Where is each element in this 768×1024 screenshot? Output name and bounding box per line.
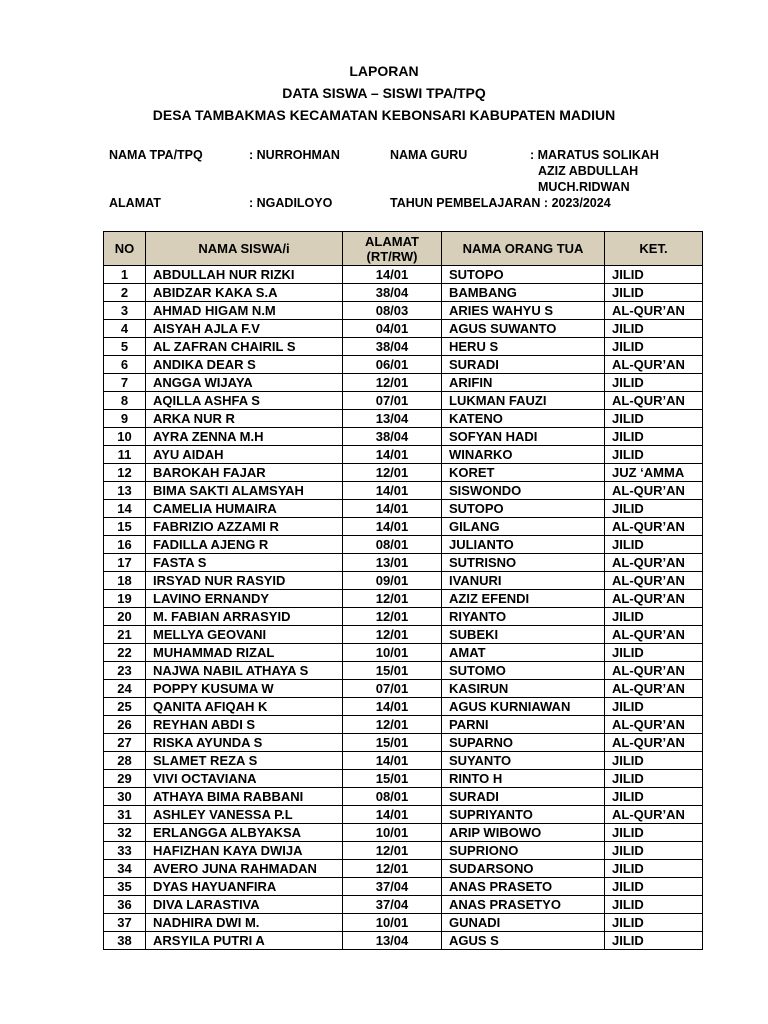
- cell-alamat: 15/01: [343, 770, 442, 788]
- cell-no: 21: [104, 626, 146, 644]
- cell-no: 8: [104, 392, 146, 410]
- cell-nama-orang-tua: ANAS PRASETYO: [442, 896, 605, 914]
- cell-nama-siswa: QANITA AFIQAH K: [146, 698, 343, 716]
- cell-no: 5: [104, 338, 146, 356]
- cell-nama-siswa: M. FABIAN ARRASYID: [146, 608, 343, 626]
- cell-nama-siswa: ERLANGGA ALBYAKSA: [146, 824, 343, 842]
- cell-ket: AL-QUR’AN: [605, 662, 703, 680]
- cell-nama-orang-tua: PARNI: [442, 716, 605, 734]
- table-row: [104, 878, 703, 896]
- cell-nama-orang-tua: SUPARNO: [442, 734, 605, 752]
- cell-alamat: 12/01: [343, 842, 442, 860]
- cell-no: 15: [104, 518, 146, 536]
- cell-no: 32: [104, 824, 146, 842]
- table-row: [104, 842, 703, 860]
- table-row: [104, 770, 703, 788]
- cell-nama-orang-tua: SUTOPO: [442, 500, 605, 518]
- cell-nama-siswa: ASHLEY VANESSA P.L: [146, 806, 343, 824]
- cell-no: 36: [104, 896, 146, 914]
- cell-no: 25: [104, 698, 146, 716]
- cell-no: 7: [104, 374, 146, 392]
- cell-alamat: 14/01: [343, 500, 442, 518]
- cell-nama-siswa: FABRIZIO AZZAMI R: [146, 518, 343, 536]
- cell-ket: JILID: [605, 266, 703, 284]
- cell-ket: JILID: [605, 410, 703, 428]
- cell-alamat: 14/01: [343, 806, 442, 824]
- cell-no: 23: [104, 662, 146, 680]
- cell-alamat: 12/01: [343, 590, 442, 608]
- cell-nama-siswa: NAJWA NABIL ATHAYA S: [146, 662, 343, 680]
- cell-ket: AL-QUR’AN: [605, 590, 703, 608]
- cell-no: 22: [104, 644, 146, 662]
- cell-no: 4: [104, 320, 146, 338]
- table-row: [104, 590, 703, 608]
- cell-alamat: 12/01: [343, 608, 442, 626]
- cell-ket: JILID: [605, 338, 703, 356]
- cell-ket: JILID: [605, 608, 703, 626]
- cell-nama-siswa: NADHIRA DWI M.: [146, 914, 343, 932]
- cell-nama-siswa: MELLYA GEOVANI: [146, 626, 343, 644]
- cell-alamat: 10/01: [343, 644, 442, 662]
- student-table: [103, 231, 703, 950]
- table-row: [104, 716, 703, 734]
- cell-no: 11: [104, 446, 146, 464]
- cell-nama-orang-tua: JULIANTO: [442, 536, 605, 554]
- cell-nama-siswa: SLAMET REZA S: [146, 752, 343, 770]
- cell-alamat: 37/04: [343, 896, 442, 914]
- cell-alamat: 08/01: [343, 788, 442, 806]
- cell-alamat: 14/01: [343, 266, 442, 284]
- cell-nama-siswa: DYAS HAYUANFIRA: [146, 878, 343, 896]
- cell-alamat: 38/04: [343, 428, 442, 446]
- table-row: [104, 374, 703, 392]
- table-row: [104, 698, 703, 716]
- cell-ket: JILID: [605, 428, 703, 446]
- table-row: [104, 680, 703, 698]
- cell-alamat: 09/01: [343, 572, 442, 590]
- cell-nama-siswa: MUHAMMAD RIZAL: [146, 644, 343, 662]
- table-row: [104, 644, 703, 662]
- cell-ket: JILID: [605, 374, 703, 392]
- cell-nama-orang-tua: SURADI: [442, 788, 605, 806]
- cell-ket: JILID: [605, 914, 703, 932]
- cell-alamat: 37/04: [343, 878, 442, 896]
- cell-nama-siswa: BIMA SAKTI ALAMSYAH: [146, 482, 343, 500]
- cell-nama-siswa: FADILLA AJENG R: [146, 536, 343, 554]
- table-row: [104, 320, 703, 338]
- report-subtitle: DATA SISWA – SISWI TPA/TPQ: [282, 85, 486, 101]
- tahun-label: TAHUN PEMBELAJARAN : 2023/2024: [390, 196, 611, 210]
- cell-nama-orang-tua: SUTOMO: [442, 662, 605, 680]
- cell-alamat: 12/01: [343, 374, 442, 392]
- cell-no: 6: [104, 356, 146, 374]
- cell-nama-orang-tua: AGUS S: [442, 932, 605, 950]
- cell-nama-siswa: ABIDZAR KAKA S.A: [146, 284, 343, 302]
- cell-ket: AL-QUR’AN: [605, 734, 703, 752]
- guru-value-3: MUCH.RIDWAN: [538, 180, 630, 194]
- report-title: LAPORAN: [349, 63, 419, 79]
- cell-nama-orang-tua: SUTOPO: [442, 266, 605, 284]
- cell-nama-siswa: POPPY KUSUMA W: [146, 680, 343, 698]
- cell-nama-orang-tua: BAMBANG: [442, 284, 605, 302]
- table-row: [104, 356, 703, 374]
- cell-alamat: 15/01: [343, 662, 442, 680]
- cell-nama-orang-tua: ANAS PRASETO: [442, 878, 605, 896]
- table-row: [104, 464, 703, 482]
- cell-ket: JILID: [605, 644, 703, 662]
- cell-nama-orang-tua: KASIRUN: [442, 680, 605, 698]
- cell-no: 18: [104, 572, 146, 590]
- cell-nama-siswa: VIVI OCTAVIANA: [146, 770, 343, 788]
- cell-no: 1: [104, 266, 146, 284]
- cell-nama-orang-tua: KORET: [442, 464, 605, 482]
- cell-no: 3: [104, 302, 146, 320]
- cell-nama-siswa: ARKA NUR R: [146, 410, 343, 428]
- cell-ket: JILID: [605, 896, 703, 914]
- cell-no: 13: [104, 482, 146, 500]
- cell-ket: JILID: [605, 536, 703, 554]
- cell-ket: AL-QUR’AN: [605, 518, 703, 536]
- cell-alamat: 08/01: [343, 536, 442, 554]
- guru-value-1: : MARATUS SOLIKAH: [530, 148, 659, 162]
- cell-nama-siswa: REYHAN ABDI S: [146, 716, 343, 734]
- cell-no: 19: [104, 590, 146, 608]
- cell-ket: AL-QUR’AN: [605, 680, 703, 698]
- table-row: [104, 446, 703, 464]
- cell-alamat: 14/01: [343, 518, 442, 536]
- cell-alamat: 13/04: [343, 410, 442, 428]
- cell-no: 38: [104, 932, 146, 950]
- cell-alamat: 07/01: [343, 680, 442, 698]
- table-row: [104, 338, 703, 356]
- cell-nama-orang-tua: HERU S: [442, 338, 605, 356]
- cell-nama-orang-tua: SUYANTO: [442, 752, 605, 770]
- cell-nama-siswa: FASTA S: [146, 554, 343, 572]
- cell-no: 28: [104, 752, 146, 770]
- table-row: [104, 860, 703, 878]
- cell-nama-siswa: ABDULLAH NUR RIZKI: [146, 266, 343, 284]
- table-row: [104, 806, 703, 824]
- cell-nama-orang-tua: AMAT: [442, 644, 605, 662]
- cell-alamat: 08/03: [343, 302, 442, 320]
- cell-no: 33: [104, 842, 146, 860]
- table-row: [104, 626, 703, 644]
- cell-nama-siswa: AQILLA ASHFA S: [146, 392, 343, 410]
- cell-ket: JILID: [605, 824, 703, 842]
- cell-no: 14: [104, 500, 146, 518]
- cell-alamat: 12/01: [343, 626, 442, 644]
- cell-nama-orang-tua: SURADI: [442, 356, 605, 374]
- cell-nama-orang-tua: LUKMAN FAUZI: [442, 392, 605, 410]
- table-row: [104, 914, 703, 932]
- cell-ket: JUZ ‘AMMA: [605, 464, 703, 482]
- column-header-nama-orang-tua: NAMA ORANG TUA: [442, 232, 605, 266]
- tpa-value: : NURROHMAN: [249, 148, 340, 162]
- cell-alamat: 12/01: [343, 464, 442, 482]
- cell-nama-siswa: ANDIKA DEAR S: [146, 356, 343, 374]
- cell-nama-orang-tua: RIYANTO: [442, 608, 605, 626]
- cell-no: 10: [104, 428, 146, 446]
- cell-nama-orang-tua: ARIES WAHYU S: [442, 302, 605, 320]
- cell-ket: JILID: [605, 842, 703, 860]
- cell-nama-orang-tua: SUDARSONO: [442, 860, 605, 878]
- cell-alamat: 07/01: [343, 392, 442, 410]
- cell-ket: AL-QUR’AN: [605, 572, 703, 590]
- cell-nama-orang-tua: SUBEKI: [442, 626, 605, 644]
- cell-nama-orang-tua: ARIFIN: [442, 374, 605, 392]
- table-row: [104, 266, 703, 284]
- cell-no: 17: [104, 554, 146, 572]
- cell-no: 37: [104, 914, 146, 932]
- cell-ket: JILID: [605, 932, 703, 950]
- table-row: [104, 428, 703, 446]
- cell-nama-orang-tua: AZIZ EFENDI: [442, 590, 605, 608]
- cell-nama-siswa: IRSYAD NUR RASYID: [146, 572, 343, 590]
- table-row: [104, 824, 703, 842]
- tpa-label: NAMA TPA/TPQ: [109, 148, 203, 162]
- cell-ket: JILID: [605, 860, 703, 878]
- table-row: [104, 662, 703, 680]
- cell-nama-siswa: ATHAYA BIMA RABBANI: [146, 788, 343, 806]
- cell-ket: JILID: [605, 878, 703, 896]
- cell-nama-siswa: DIVA LARASTIVA: [146, 896, 343, 914]
- cell-no: 35: [104, 878, 146, 896]
- cell-nama-siswa: ANGGA WIJAYA: [146, 374, 343, 392]
- table-row: [104, 896, 703, 914]
- cell-alamat: 38/04: [343, 338, 442, 356]
- cell-nama-orang-tua: RINTO H: [442, 770, 605, 788]
- guru-label: NAMA GURU: [390, 148, 468, 162]
- cell-alamat: 14/01: [343, 698, 442, 716]
- table-header-row: [104, 232, 703, 266]
- cell-no: 20: [104, 608, 146, 626]
- cell-nama-orang-tua: GUNADI: [442, 914, 605, 932]
- cell-alamat: 15/01: [343, 734, 442, 752]
- cell-ket: JILID: [605, 284, 703, 302]
- cell-nama-orang-tua: GILANG: [442, 518, 605, 536]
- cell-ket: JILID: [605, 698, 703, 716]
- table-row: [104, 572, 703, 590]
- cell-no: 9: [104, 410, 146, 428]
- column-header-nama-siswa: NAMA SISWA/i: [146, 232, 343, 266]
- table-row: [104, 518, 703, 536]
- cell-ket: JILID: [605, 788, 703, 806]
- table-row: [104, 788, 703, 806]
- column-header-alamat: ALAMAT (RT/RW): [343, 232, 442, 266]
- table-row: [104, 284, 703, 302]
- cell-alamat: 13/04: [343, 932, 442, 950]
- cell-ket: AL-QUR’AN: [605, 302, 703, 320]
- cell-nama-siswa: AL ZAFRAN CHAIRIL S: [146, 338, 343, 356]
- cell-ket: AL-QUR’AN: [605, 392, 703, 410]
- table-row: [104, 536, 703, 554]
- cell-nama-orang-tua: SISWONDO: [442, 482, 605, 500]
- cell-no: 26: [104, 716, 146, 734]
- cell-ket: JILID: [605, 500, 703, 518]
- cell-nama-orang-tua: KATENO: [442, 410, 605, 428]
- table-row: [104, 302, 703, 320]
- table-row: [104, 410, 703, 428]
- cell-nama-siswa: AYU AIDAH: [146, 446, 343, 464]
- cell-ket: AL-QUR’AN: [605, 806, 703, 824]
- cell-nama-orang-tua: AGUS KURNIAWAN: [442, 698, 605, 716]
- table-row: [104, 752, 703, 770]
- cell-alamat: 38/04: [343, 284, 442, 302]
- cell-nama-siswa: RISKA AYUNDA S: [146, 734, 343, 752]
- cell-nama-orang-tua: SUTRISNO: [442, 554, 605, 572]
- cell-alamat: 10/01: [343, 824, 442, 842]
- cell-alamat: 10/01: [343, 914, 442, 932]
- cell-ket: JILID: [605, 446, 703, 464]
- cell-no: 29: [104, 770, 146, 788]
- alamat-value: : NGADILOYO: [249, 196, 333, 210]
- cell-no: 30: [104, 788, 146, 806]
- cell-nama-siswa: AYRA ZENNA M.H: [146, 428, 343, 446]
- cell-alamat: 14/01: [343, 752, 442, 770]
- table-row: [104, 500, 703, 518]
- alamat-label: ALAMAT: [109, 196, 161, 210]
- cell-nama-orang-tua: IVANURI: [442, 572, 605, 590]
- cell-no: 2: [104, 284, 146, 302]
- table-row: [104, 482, 703, 500]
- cell-alamat: 14/01: [343, 446, 442, 464]
- cell-no: 24: [104, 680, 146, 698]
- cell-ket: JILID: [605, 770, 703, 788]
- table-row: [104, 932, 703, 950]
- cell-nama-orang-tua: SOFYAN HADI: [442, 428, 605, 446]
- guru-value-2: AZIZ ABDULLAH: [538, 164, 639, 178]
- cell-alamat: 12/01: [343, 860, 442, 878]
- cell-nama-siswa: CAMELIA HUMAIRA: [146, 500, 343, 518]
- column-header-no: NO: [104, 232, 146, 266]
- cell-nama-orang-tua: AGUS SUWANTO: [442, 320, 605, 338]
- cell-nama-orang-tua: ARIP WIBOWO: [442, 824, 605, 842]
- cell-ket: JILID: [605, 320, 703, 338]
- cell-alamat: 06/01: [343, 356, 442, 374]
- cell-no: 34: [104, 860, 146, 878]
- cell-ket: AL-QUR’AN: [605, 626, 703, 644]
- cell-nama-siswa: AHMAD HIGAM N.M: [146, 302, 343, 320]
- table-row: [104, 554, 703, 572]
- cell-alamat: 04/01: [343, 320, 442, 338]
- cell-nama-orang-tua: SUPRIONO: [442, 842, 605, 860]
- cell-ket: AL-QUR’AN: [605, 356, 703, 374]
- column-header-ket: KET.: [605, 232, 703, 266]
- cell-nama-orang-tua: SUPRIYANTO: [442, 806, 605, 824]
- cell-no: 16: [104, 536, 146, 554]
- table-row: [104, 608, 703, 626]
- cell-no: 27: [104, 734, 146, 752]
- cell-alamat: 14/01: [343, 482, 442, 500]
- cell-nama-siswa: HAFIZHAN KAYA DWIJA: [146, 842, 343, 860]
- cell-nama-siswa: ARSYILA PUTRI A: [146, 932, 343, 950]
- cell-nama-siswa: BAROKAH FAJAR: [146, 464, 343, 482]
- cell-ket: JILID: [605, 752, 703, 770]
- cell-nama-siswa: LAVINO ERNANDY: [146, 590, 343, 608]
- cell-no: 31: [104, 806, 146, 824]
- cell-nama-siswa: AVERO JUNA RAHMADAN: [146, 860, 343, 878]
- cell-nama-siswa: AISYAH AJLA F.V: [146, 320, 343, 338]
- cell-alamat: 12/01: [343, 716, 442, 734]
- cell-alamat: 13/01: [343, 554, 442, 572]
- cell-ket: AL-QUR’AN: [605, 554, 703, 572]
- cell-nama-orang-tua: WINARKO: [442, 446, 605, 464]
- table-row: [104, 392, 703, 410]
- cell-no: 12: [104, 464, 146, 482]
- cell-ket: AL-QUR’AN: [605, 716, 703, 734]
- report-location: DESA TAMBAKMAS KECAMATAN KEBONSARI KABUPATEN MADIUN: [152, 107, 616, 123]
- table-row: [104, 734, 703, 752]
- cell-ket: AL-QUR’AN: [605, 482, 703, 500]
